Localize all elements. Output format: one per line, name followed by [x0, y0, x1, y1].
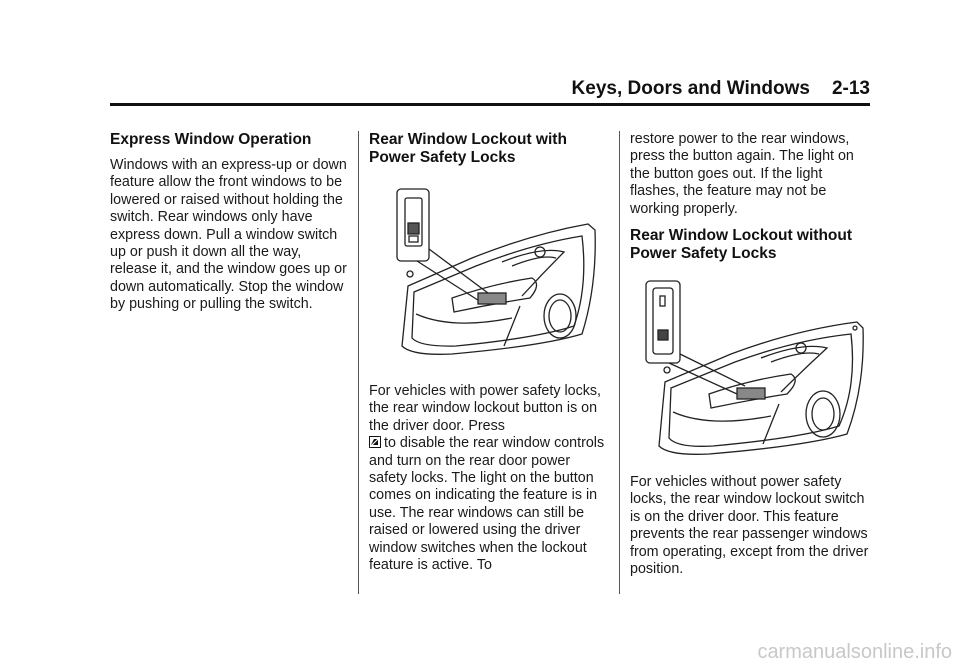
lockout-with-locks-heading: Rear Window Lockout with Power Safety Locks	[369, 131, 567, 166]
header-rule	[110, 103, 870, 106]
door-switch-figure-without-locks	[645, 278, 867, 462]
section-title: Keys, Doors and Windows	[571, 78, 810, 99]
column-divider-2	[619, 131, 620, 594]
lockout-without-locks-body: For vehicles without power safety locks, the rear window lockout switch is on the driver door. This feature prevents the rear passenger windows from operating, except from the driver position.	[630, 474, 869, 578]
page-header	[110, 78, 870, 104]
column-2-heading	[369, 131, 609, 167]
column-divider-1	[358, 131, 359, 594]
lockout-with-locks-body: For vehicles with power safety locks, the rear window lockout button is on the driver door. Press to disable the rear window controls and turn on the rear door power safety locks. The light on the button comes on indicating the feature is in use. The rear windows can still be raised or lowered using the driver window switches when the lockout feature is active. To	[369, 383, 605, 574]
column-3-body	[630, 474, 870, 578]
watermark: carmanualsonline.info	[757, 641, 952, 663]
express-window-heading: Express Window Operation	[110, 131, 312, 148]
page-number: 2-13	[831, 78, 870, 99]
lockout-without-locks-heading: Rear Window Lockout without Power Safety Locks	[630, 227, 853, 263]
door-switch-figure-with-locks	[392, 186, 602, 372]
column-3	[630, 131, 870, 263]
restore-power-body: restore power to the rear windows, press the button again. The light on the button goes out. If the light flashes, the feature may not be working properly.	[630, 131, 854, 217]
column-2-body	[369, 383, 609, 574]
window-lockout-icon	[369, 436, 381, 448]
switch-callout-box-2	[646, 281, 680, 363]
column-1	[110, 131, 350, 314]
express-window-body: Windows with an express-up or down feature allow the front windows to be lowered or raised without holding the switch. Rear windows only have express down. Pull a window switch up or push it down all the way, release it, and the window goes up or down automatically. Stop the window by pushing or pulling the switch.	[110, 157, 347, 313]
